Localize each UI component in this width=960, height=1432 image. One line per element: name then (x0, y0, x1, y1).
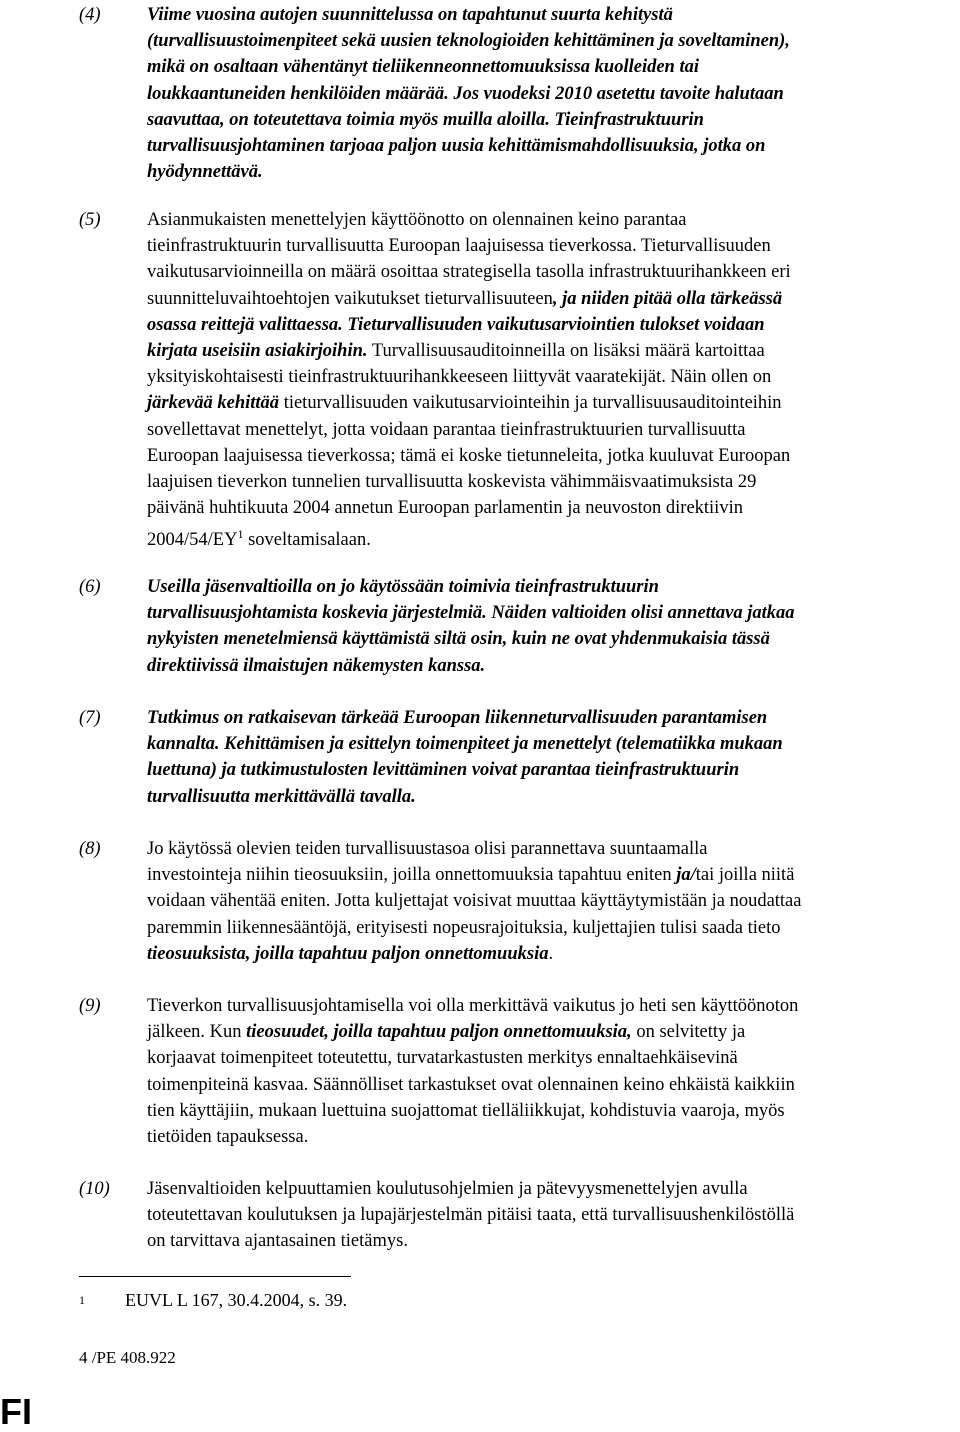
text-run: investointeja niihin tieosuuksiin, joilla onnettomuuksia tapahtuu eniten (147, 865, 677, 886)
recital-text (147, 207, 947, 554)
text-run: sovellettavat menettelyt, jotta voidaan parantaa tieinfrastruktuurien turvallisuutta (147, 419, 746, 440)
text-run: turvallisuutta merkittävällä tavalla. (147, 786, 416, 807)
text-run: , ja niiden pitää olla tärkeässä (552, 288, 783, 309)
text-run: tai joilla niitä (695, 865, 795, 886)
text-line (147, 443, 947, 469)
footnote-reference: 1 (237, 527, 244, 542)
text-line (147, 159, 947, 185)
text-line (147, 915, 947, 941)
text-run: voidaan vähentää eniten. Jotta kuljettajat voisivat muuttaa käyttäytymistään ja noudattaa (147, 891, 802, 912)
text-run: suunnitteluvaihtoehtojen vaikutukset tieturvallisuuteen (147, 288, 553, 309)
text-run: ja/ (676, 865, 696, 886)
text-run: tieosuudet, joilla tapahtuu paljon onnettomuuksia, (246, 1022, 632, 1043)
text-line (147, 107, 947, 133)
text-line (147, 1228, 947, 1254)
text-line (147, 207, 947, 233)
text-line (147, 81, 947, 107)
text-run: turvallisuusjohtamista koskevia järjestelmiä. Näiden valtioiden olisi annettava jatkaa (147, 603, 795, 624)
text-run: kirjata useisiin asiakirjoihin. (147, 341, 368, 362)
text-run: päivänä huhtikuuta 2004 annetun Euroopan parlamentin ja neuvoston direktiivin (147, 498, 743, 519)
recital-text (147, 993, 947, 1150)
text-line (147, 495, 947, 521)
text-run: Asianmukaisten menettelyjen käyttöönotto on olennainen keino parantaa (147, 210, 687, 230)
text-run: Useilla jäsenvaltioilla on jo käytössään toimivia tieinfrastruktuurin (147, 577, 659, 597)
text-run: toteutettavan koulutuksen ja lupajärjestelmän pitäisi taata, että turvallisuushenkilöstöllä (147, 1205, 795, 1226)
text-line (147, 28, 947, 54)
text-run: laajuisen tieverkon tunnelien turvallisuutta koskevista vähimmäisvaatimuksista 29 (147, 472, 757, 493)
text-run: on selvitetty ja (631, 1022, 746, 1043)
text-run: Jäsenvaltioiden kelpuuttamien koulutusohjelmien ja pätevyysmenettelyjen avulla (147, 1179, 748, 1199)
recital-number: (8) (79, 839, 101, 859)
footnote-separator (79, 1276, 351, 1277)
text-run: Tieverkon turvallisuusjohtamisella voi olla merkittävä vaikutus jo heti sen käyttöönoton (147, 996, 799, 1016)
text-run: luettuna) ja tutkimustulosten levittäminen voivat parantaa tieinfrastruktuurin (147, 760, 740, 781)
page-reference: 4 /PE 408.922 (79, 1348, 176, 1367)
text-run: tieinfrastruktuurin turvallisuutta Euroopan laajuisessa tieverkossa. Tieturvallisuuden (147, 236, 771, 257)
recital-number: (5) (79, 210, 101, 230)
text-run: direktiivissä ilmaistujen näkemysten kanssa. (147, 655, 486, 676)
text-run: turvallisuusjohtaminen tarjoaa paljon uusia kehittämismahdollisuuksia, jotka on (147, 136, 766, 157)
text-run: (turvallisuustoimenpiteet sekä uusien teknologioiden kehittäminen ja soveltaminen), (147, 31, 790, 52)
recital-number: (6) (79, 577, 101, 597)
text-run: 2004/54/EY (147, 530, 238, 551)
text-run: tietöiden tapauksessa. (147, 1127, 309, 1148)
footnote-mark: 1 (79, 1293, 85, 1307)
text-line (147, 133, 947, 159)
text-run: on tarvittava ajantasainen tietämys. (147, 1231, 408, 1252)
text-run: soveltamisalaan. (243, 530, 371, 551)
text-run: tien käyttäjiin, mukaan luettuina suojattomat tielläliikkujat, kohdistuvia vaaroja, myös (147, 1100, 785, 1121)
recital-text (147, 2, 947, 185)
text-line (147, 390, 947, 416)
text-run: osassa reittejä valittaessa. Tieturvallisuuden vaikutusarviointien tulokset voidaan (147, 314, 765, 335)
recital-number: (10) (79, 1179, 110, 1199)
text-run: paremmin liikennesääntöjä, erityisesti nopeusrajoituksia, kuljettajien tulisi saada tieto (147, 917, 781, 938)
recital-text (147, 836, 947, 967)
recital-text (147, 705, 947, 810)
text-line (147, 705, 947, 731)
text-line (147, 836, 947, 862)
text-line (147, 600, 947, 626)
text-run: Turvallisuusauditoinneilla on lisäksi määrä kartoittaa (367, 341, 765, 362)
text-line (147, 888, 947, 914)
text-line (147, 731, 947, 757)
text-line (147, 1072, 947, 1098)
footnote (79, 1287, 348, 1318)
text-line (147, 653, 947, 679)
text-run: saavuttaa, on toteutettava toimia myös muilla aloilla. Tieinfrastruktuurin (147, 109, 704, 130)
text-line (147, 469, 947, 495)
text-run: mikä on osaltaan vähentänyt tieliikenneonnettomuuksissa kuolleiden tai (147, 57, 700, 78)
text-run: jälkeen. Kun (147, 1022, 247, 1043)
text-run: vaikutusarvioinneilla on määrä osoittaa strategisella tasolla infrastruktuurihankkeen eri (147, 262, 791, 283)
recital-text (147, 1176, 947, 1255)
text-run: järkevää kehittää (147, 393, 280, 414)
recital-number: (7) (79, 708, 101, 728)
text-run: Euroopan laajuisessa tieverkossa; tämä ei koske tietunneleita, jotka kuuluvat Euroopan (147, 445, 791, 466)
text-line (147, 54, 947, 80)
text-run: kannalta. Kehittämisen ja esittelyn toimenpiteet ja menettelyt (telematiikka mukaan (147, 734, 783, 755)
recital-number: (4) (79, 5, 101, 25)
recital-number: (9) (79, 996, 101, 1016)
text-line (147, 1202, 947, 1228)
text-line (147, 757, 947, 783)
text-line (147, 626, 947, 652)
text-line (147, 1176, 947, 1202)
text-line (147, 2, 947, 28)
text-line (147, 259, 947, 285)
text-run: korjaavat toimenpiteet toteutettu, turvatarkastusten merkitys ennaltaehkäisevinä (147, 1048, 738, 1069)
text-line (147, 1098, 947, 1124)
text-line (147, 364, 947, 390)
text-run: yksityiskohtaisesti tieinfrastruktuurihankkeeseen liittyvät vaaratekijät. Näin ollen on (147, 367, 772, 388)
text-line (147, 941, 947, 967)
text-line (147, 233, 947, 259)
footnote-text: EUVL L 167, 30.4.2004, s. 39. (125, 1290, 348, 1310)
text-run: nykyisten menetelmiensä käyttämistä siltä osin, kuin ne ovat yhdenmukaisia tässä (147, 629, 770, 650)
text-run: tieosuuksista, joilla tapahtuu paljon onnettomuuksia (147, 943, 549, 964)
text-run: . (548, 943, 554, 964)
text-run: Jo käytössä olevien teiden turvallisuustasoa olisi parannettava suuntaamalla (147, 839, 708, 859)
text-run: tieturvallisuuden vaikutusarviointeihin ja turvallisuusauditointeihin (279, 393, 782, 414)
text-run: toimenpiteinä kasvaa. Säännölliset tarkastukset ovat olennainen keino ehkäistä kaikkiin (147, 1074, 795, 1095)
text-line (147, 286, 947, 312)
text-line (147, 1124, 947, 1150)
text-line (147, 417, 947, 443)
text-line (147, 1019, 947, 1045)
recital-text (147, 574, 947, 679)
text-line (147, 521, 947, 553)
text-run: loukkaantuneiden henkilöiden määrää. Jos vuodeksi 2010 asetettu tavoite halutaan (147, 83, 784, 104)
text-run: Viime vuosina autojen suunnittelussa on tapahtunut suurta kehitystä (147, 5, 673, 25)
text-line (147, 784, 947, 810)
text-line (147, 1045, 947, 1071)
text-line (147, 312, 947, 338)
text-line (147, 338, 947, 364)
text-line (147, 574, 947, 600)
language-code: FI (0, 1391, 32, 1432)
text-run: Tutkimus on ratkaisevan tärkeää Euroopan liikenneturvallisuuden parantamisen (147, 708, 768, 728)
text-run: hyödynnettävä. (147, 162, 263, 183)
text-line (147, 993, 947, 1019)
text-line (147, 862, 947, 888)
